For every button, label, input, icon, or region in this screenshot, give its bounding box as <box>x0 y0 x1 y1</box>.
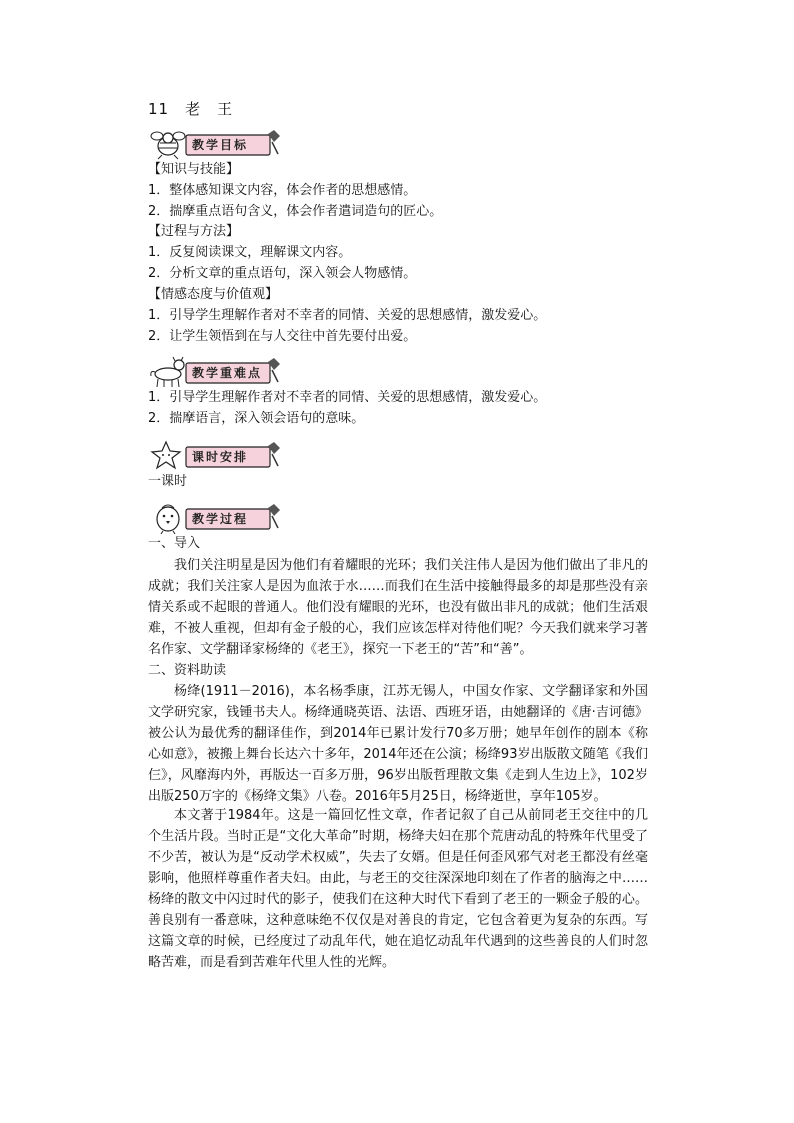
section-banner-schedule <box>148 440 282 472</box>
list-item: 1．整体感知课文内容，体会作者的思想感情。 <box>148 183 417 198</box>
section-label-schedule: 课时安排 <box>192 450 249 464</box>
lesson-title: 11 老 王 <box>148 100 234 118</box>
list-item: 2．揣摩语言，深入领会语句的意味。 <box>148 411 365 426</box>
section-label-key-points: 教学重难点 <box>192 366 263 380</box>
section-banner-objectives <box>148 128 282 160</box>
section-banner-process <box>148 502 282 534</box>
list-item: 1．引导学生理解作者对不幸者的同情、关爱的思想感情，激发爱心。 <box>148 390 547 405</box>
list-item: 1．反复阅读课文，理解课文内容。 <box>148 245 352 260</box>
section-label-process: 教学过程 <box>192 512 249 526</box>
intro-heading: 一、导入 <box>148 536 201 551</box>
material-paragraph-1: 杨绛(1911－2016)，本名杨季康，江苏无锡人，中国女作家、文学翻译家和外国文学研究家，钱锺书夫人。杨绛通晓英语、法语、西班牙语，由她翻译的《唐·吉诃德》被公认为最优秀的翻译佳作，到2014年已累计发行70多万册；她早年创作的剧本《称心如意》，被搬上舞台长达六十多年，2014年还在公演；杨绛93岁出版散文随笔《我们仨》，风靡海内外，再版达一百多万册，96岁出版哲理散文集《走到人生边上》，102岁出版250万字的《杨绛文集》八卷。2016年5月25日，杨绛逝世，享年105岁。 <box>148 684 648 804</box>
material-paragraph-2: 本文著于1984年。这是一篇回忆性文章，作者记叙了自己从前同老王交往中的几个生活片段。当时正是“文化大革命”时期，杨绛夫妇在那个荒唐动乱的特殊年代里受了不少苦，被认为是“反动学术权威”，失去了女婿。但是任何歪风邪气对老王都没有丝毫影响，他照样尊重作者夫妇。由此，与老王的交往深深地印刻在了作者的脑海之中……杨绛的散文中闪过时代的影子，使我们在这种大时代下看到了老王的一颗金子般的心。善良别有一番意味，这种意味绝不仅仅是对善良的肯定，它包含着更为复杂的东西。写这篇文章的时候，已经度过了动乱年代，她在追忆动乱年代遇到的这些善良的人们时忽略苦难，而是看到苦难年代里人性的光辉。 <box>148 808 648 970</box>
list-item: 1．引导学生理解作者对不幸者的同情、关爱的思想感情，激发爱心。 <box>148 308 547 323</box>
section-label-objectives: 教学目标 <box>192 138 249 152</box>
knowledge-heading: 【知识与技能】 <box>148 162 240 177</box>
list-item: 2．揣摩重点语句含义，体会作者遣词造句的匠心。 <box>148 204 443 219</box>
method-heading: 【过程与方法】 <box>148 224 240 239</box>
emotion-heading: 【情感态度与价值观】 <box>148 287 279 302</box>
list-item: 2．分析文章的重点语句，深入领会人物感情。 <box>148 266 417 281</box>
material-heading: 二、资料助读 <box>148 663 227 678</box>
schedule-text: 一课时 <box>148 474 188 489</box>
intro-paragraph: 我们关注明星是因为他们有着耀眼的光环；我们关注伟人是因为他们做出了非凡的成就；我们关注家人是因为血浓于水……而我们在生活中接触得最多的却是那些没有亲情关系或不起眼的普通人。他们没有耀眼的光环，也没有做出非凡的成就；他们生活艰难，不被人重视，但却有金子般的心，我们应该怎样对待他们呢？今天我们就来学习著名作家、文学翻译家杨绛的《老王》，探究一下老王的“苦”和“善”。 <box>148 558 648 657</box>
list-item: 2．让学生领悟到在与人交往中首先要付出爱。 <box>148 329 417 344</box>
section-banner-key-points <box>148 356 282 388</box>
